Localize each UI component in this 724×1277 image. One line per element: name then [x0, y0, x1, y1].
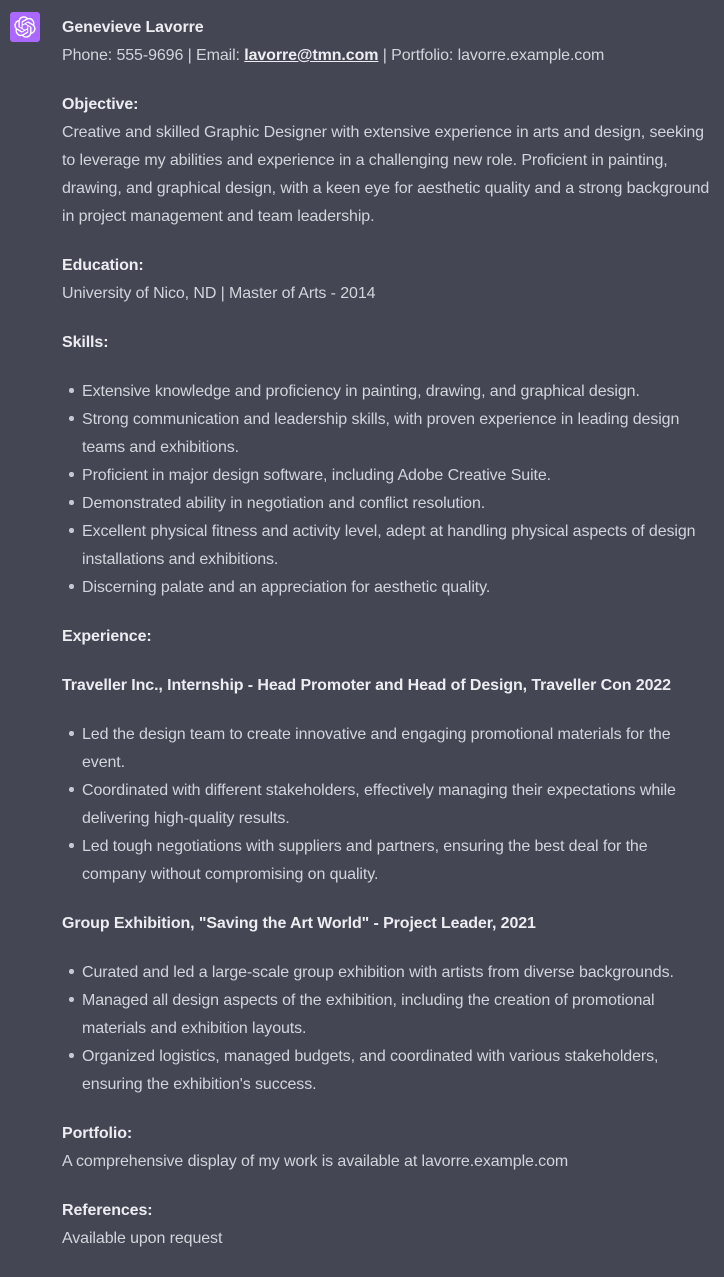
- contact-pre-email: Phone: 555-9696 | Email:: [62, 47, 245, 64]
- experience-title: Experience:: [62, 628, 152, 645]
- job-duties-list: [62, 721, 712, 889]
- job-heading: Traveller Inc., Internship - Head Promoter and Head of Design, Traveller Con 2022: [62, 677, 671, 694]
- education-title: Education:: [62, 257, 144, 274]
- education-body: University of Nico, ND | Master of Arts - 2014: [62, 285, 376, 302]
- job-duty-item: Organized logistics, managed budgets, and coordinated with various stakeholders, ensuring the exhibition's success.: [62, 1043, 712, 1099]
- contact-line: [62, 47, 604, 64]
- portfolio-body: A comprehensive display of my work is available at lavorre.example.com: [62, 1153, 569, 1170]
- skills-title-row: [62, 329, 712, 357]
- openai-logo-icon: [14, 16, 36, 38]
- skill-item: Proficient in major design software, including Adobe Creative Suite.: [62, 462, 712, 490]
- candidate-name: Genevieve Lavorre: [62, 19, 204, 36]
- job-duty-item: Led tough negotiations with suppliers and partners, ensuring the best deal for the company without compromising on quality.: [62, 833, 712, 889]
- job-duty-item: Coordinated with different stakeholders, effectively managing their expectations while delivering high-quality results.: [62, 777, 712, 833]
- job-duties-list: [62, 959, 712, 1099]
- assistant-avatar: [10, 12, 40, 42]
- portfolio-section: [62, 1120, 712, 1176]
- portfolio-title: Portfolio:: [62, 1125, 133, 1142]
- references-title: References:: [62, 1202, 153, 1219]
- skills-list: [62, 378, 712, 602]
- contact-post-email: | Portfolio: lavorre.example.com: [378, 47, 605, 64]
- email-link[interactable]: lavorre@tmn.com: [244, 47, 379, 64]
- references-section: [62, 1197, 712, 1253]
- objective-section: [62, 91, 712, 231]
- objective-title: Objective:: [62, 96, 139, 113]
- job-duty-item: Curated and led a large-scale group exhibition with artists from diverse backgrounds.: [62, 959, 712, 987]
- objective-body: Creative and skilled Graphic Designer with extensive experience in arts and design, seeking to leverage my abilities and experience in a challenging new role. Proficient in painting, drawing, and graphical design, with a keen eye for aesthetic quality and a strong background in project management and team leadership.: [62, 124, 710, 225]
- resume-header: [62, 14, 712, 70]
- skill-item: Excellent physical fitness and activity level, adept at handling physical aspects of design installations and exhibitions.: [62, 518, 712, 574]
- job-duty-item: Led the design team to create innovative and engaging promotional materials for the event.: [62, 721, 712, 777]
- skill-item: Demonstrated ability in negotiation and conflict resolution.: [62, 490, 712, 518]
- education-section: [62, 252, 712, 308]
- job-heading: Group Exhibition, "Saving the Art World" - Project Leader, 2021: [62, 915, 536, 932]
- job-heading-row: [62, 910, 712, 938]
- skill-item: Strong communication and leadership skills, with proven experience in leading design teams and exhibitions.: [62, 406, 712, 462]
- job-heading-row: [62, 672, 712, 700]
- skill-item: Discerning palate and an appreciation for aesthetic quality.: [62, 574, 712, 602]
- job-duty-item: Managed all design aspects of the exhibition, including the creation of promotional materials and exhibition layouts.: [62, 987, 712, 1043]
- resume-content: [62, 12, 712, 1253]
- references-body: Available upon request: [62, 1230, 223, 1247]
- experience-title-row: [62, 623, 712, 651]
- skill-item: Extensive knowledge and proficiency in painting, drawing, and graphical design.: [62, 378, 712, 406]
- skills-title: Skills:: [62, 334, 109, 351]
